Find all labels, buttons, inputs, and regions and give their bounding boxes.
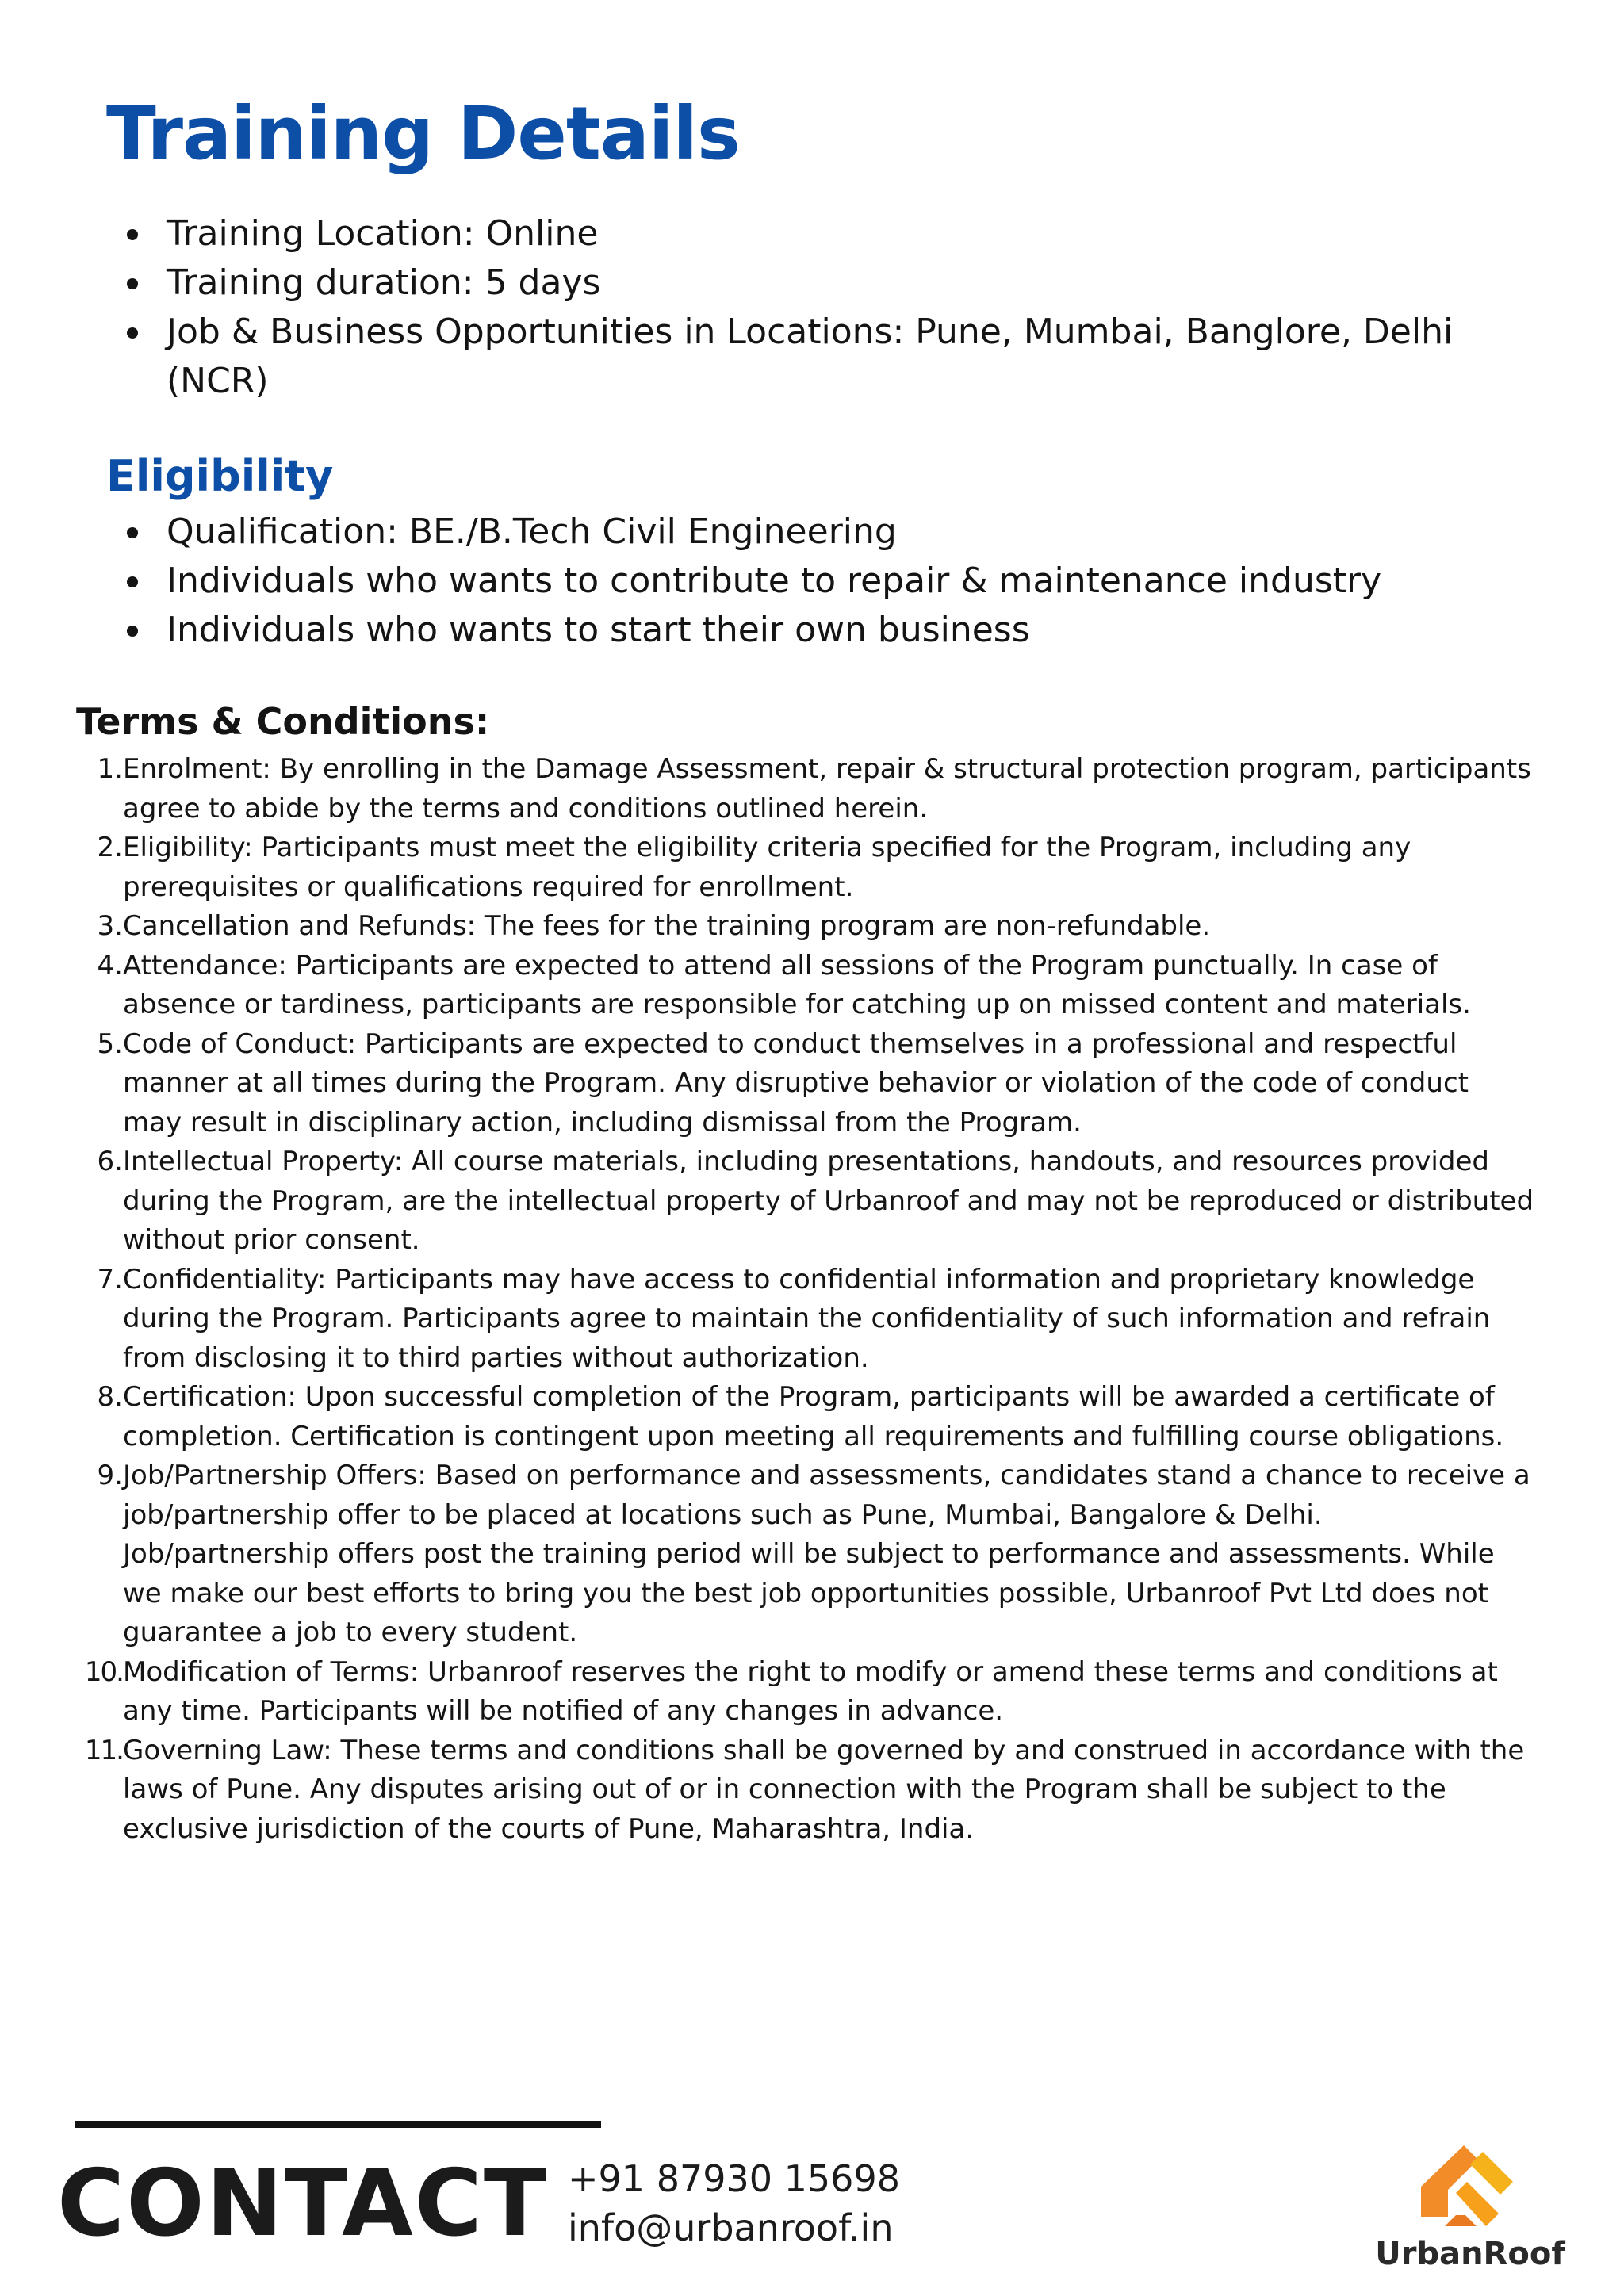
training-location-item: Training Location: Online xyxy=(167,209,1562,258)
terms-item xyxy=(76,1653,1535,1732)
terms-item xyxy=(76,750,1535,828)
terms-item-number: 1. xyxy=(97,753,123,785)
terms-item-number: 2. xyxy=(97,832,123,863)
terms-item xyxy=(76,1732,1535,1850)
training-duration-item: Training duration: 5 days xyxy=(167,258,1562,308)
eligibility-list xyxy=(127,507,1562,655)
urbanroof-logo-text: UrbanRoof xyxy=(1375,2236,1565,2272)
terms-item-number: 11. xyxy=(84,1734,123,1766)
terms-item-number: 7. xyxy=(97,1263,123,1295)
terms-title: Terms & Conditions: xyxy=(76,700,490,743)
contact-email-link[interactable]: info@urbanroof.in xyxy=(568,2206,894,2249)
eligibility-contribute-item: Individuals who wants to contribute to repair & maintenance industry xyxy=(167,557,1562,606)
terms-item-text: Certification: Upon successful completion of the Program, participants will be awarded a certificate of completion. Certification is contingent upon meeting all requirements and fulfilling course obligations. xyxy=(123,1381,1504,1452)
terms-item-text: Eligibility: Participants must meet the eligibility criteria specified for the Program, including any prerequisites or qualifications required for enrollment. xyxy=(123,832,1411,903)
urbanroof-logo xyxy=(1364,2141,1570,2275)
terms-item-text: Cancellation and Refunds: The fees for the training program are non-refundable. xyxy=(123,910,1211,942)
contact-heading: CONTACT xyxy=(57,2150,548,2257)
terms-item xyxy=(76,1261,1535,1379)
urbanroof-logo-icon xyxy=(1415,2141,1518,2236)
contact-phone-link[interactable]: +91 87930 15698 xyxy=(568,2157,900,2200)
terms-item-text: Enrolment: By enrolling in the Damage Assessment, repair & structural protection program, participants agree to abide by the terms and conditions outlined herein. xyxy=(123,753,1531,825)
training-details-list xyxy=(127,209,1562,406)
terms-item-text: Governing Law: These terms and conditions shall be governed by and construed in accordance with the laws of Pune. Any disputes arising out of or in connection with the Program shall be subject to the exclusive jurisdiction of the courts of Pune, Maharashtra, India. xyxy=(123,1734,1525,1845)
eligibility-qualification-item: Qualification: BE./B.Tech Civil Engineering xyxy=(167,507,1562,557)
terms-item xyxy=(76,907,1535,947)
terms-item-number: 8. xyxy=(97,1381,123,1413)
terms-item-number: 6. xyxy=(97,1146,123,1177)
training-details-title: Training Details xyxy=(106,91,740,176)
terms-list xyxy=(76,750,1535,1849)
terms-item xyxy=(76,947,1535,1025)
terms-item-number: 3. xyxy=(97,910,123,942)
terms-item xyxy=(76,828,1535,907)
terms-item xyxy=(76,1025,1535,1143)
terms-item xyxy=(76,1378,1535,1456)
terms-item-text: Confidentiality: Participants may have access to confidential information and proprietary knowledge during the Program. Participants agree to maintain the confidentiality of such information and refrain from disclosing it to third parties without authorization. xyxy=(123,1263,1491,1374)
terms-item-number: 10. xyxy=(84,1655,123,1688)
terms-item-number: 9. xyxy=(97,1460,123,1491)
terms-item-number: 5. xyxy=(97,1027,123,1060)
terms-item-text: Intellectual Property: All course materials, including presentations, handouts, and resources provided during the Program, are the intellectual property of Urbanroof and may not be reproduced or distributed without prior consent. xyxy=(123,1146,1534,1256)
terms-item-text: Job/Partnership Offers: Based on performance and assessments, candidates stand a chance to receive a job/partnership offer to be placed at locations such as Pune, Mumbai, Bangalore & Delhi. Job/partnership offers post the training period will be subject to performance and assessments. While we make our best efforts to bring you the best job opportunities possible, Urbanroof Pvt Ltd does not guarantee a job to every student. xyxy=(123,1460,1530,1648)
eligibility-business-item: Individuals who wants to start their own business xyxy=(167,606,1562,655)
terms-item-text: Code of Conduct: Participants are expected to conduct themselves in a professional and respectful manner at all times during the Program. Any disruptive behavior or violation of the code of conduct may result in disciplinary action, including dismissal from the Program. xyxy=(123,1027,1469,1138)
terms-item-text: Attendance: Participants are expected to attend all sessions of the Program punctually. In case of absence or tardiness, participants are responsible for catching up on missed content and materials. xyxy=(123,949,1471,1020)
terms-item xyxy=(76,1456,1535,1653)
terms-item-number: 4. xyxy=(97,949,123,982)
eligibility-title: Eligibility xyxy=(106,451,334,501)
terms-item xyxy=(76,1142,1535,1261)
job-locations-item: Job & Business Opportunities in Locations: Pune, Mumbai, Banglore, Delhi (NCR) xyxy=(167,308,1562,406)
contact-divider xyxy=(75,2121,601,2128)
terms-item-text: Modification of Terms: Urbanroof reserves the right to modify or amend these terms and conditions at any time. Participants will be notified of any changes in advance. xyxy=(123,1655,1498,1727)
